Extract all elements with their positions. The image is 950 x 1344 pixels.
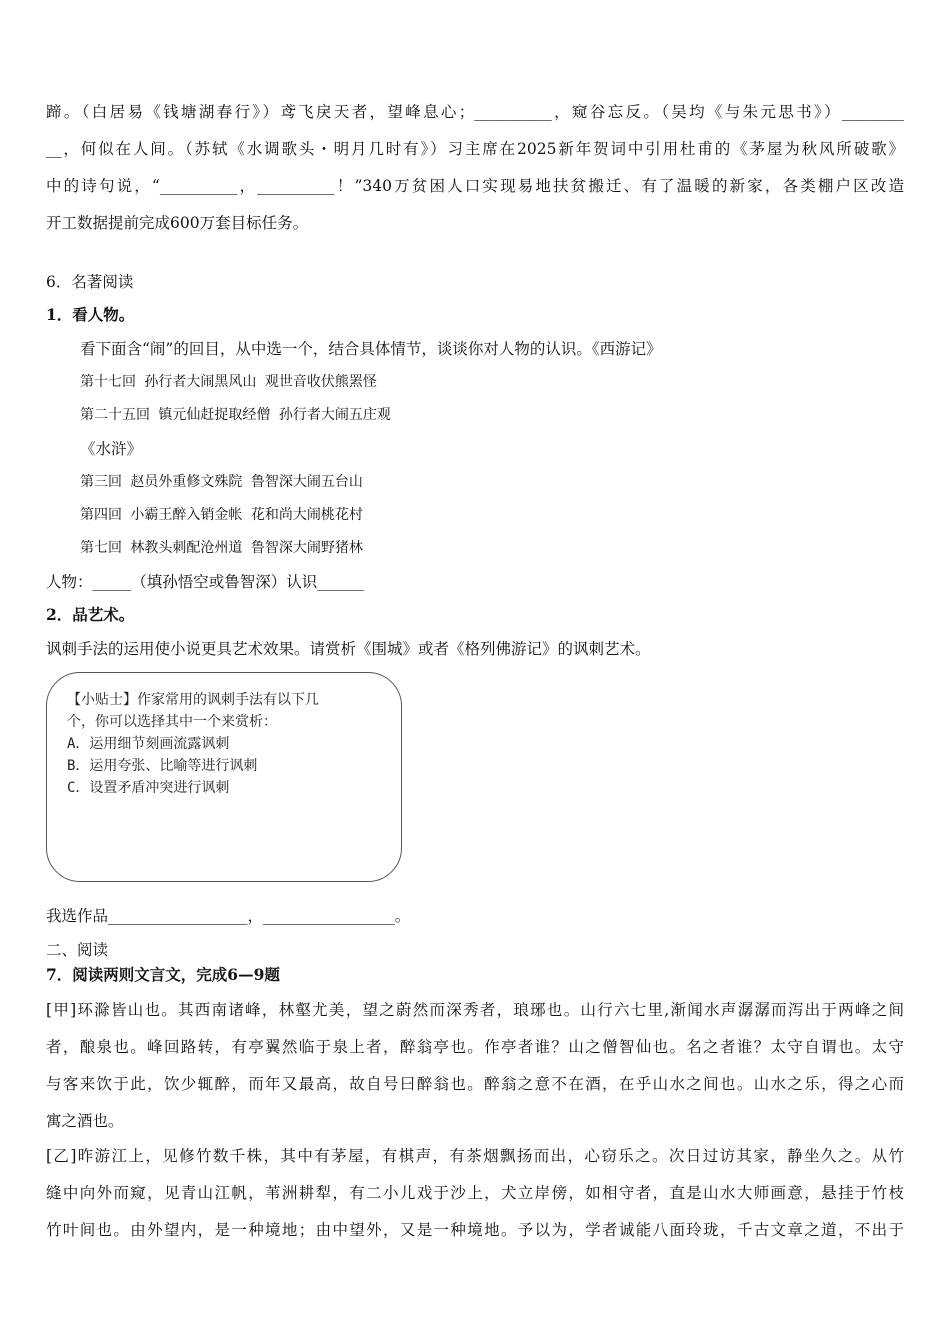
person-blank: 人物：_____（填孙悟空或鲁智深）认识______ bbox=[46, 573, 364, 591]
xyj-chapter-17: 第十七回 孙行者大闹黑风山 观世音收伏熊罴怪 bbox=[80, 374, 377, 390]
section2-title: 二、阅读 bbox=[46, 941, 109, 959]
jia-line-1: [甲]环滁皆山也。其西南诸峰，林壑尤美，望之蔚然而深秀者，琅琊也。山行六七里,渐闻水声潺潺而泻出于两峰之间 bbox=[46, 1001, 904, 1019]
shz-title: 《水浒》 bbox=[80, 440, 143, 458]
tips-option-a: A．运用细节刻画流露讽刺 bbox=[67, 736, 230, 752]
poetry-line-1: 蹄。（白居易《钱塘湖春行》）鸢飞戾天者，望峰息心；__________，窥谷忘反。（吴均《与朱元思书》）________ bbox=[46, 103, 904, 121]
yi-line-3: 竹叶间也。由外望内，是一种境地；由中望外，又是一种境地。予以为，学者诚能八面玲珑，千古文章之道，不出于 bbox=[46, 1221, 904, 1239]
shz-chapter-7: 第七回 林教头刺配沧州道 鲁智深大闹野猪林 bbox=[80, 540, 363, 556]
tips-line-1: 【小贴士】作家常用的讽刺手法有以下几 bbox=[67, 692, 319, 708]
q6-title: 6．名著阅读 bbox=[46, 273, 134, 291]
xyj-chapter-25: 第二十五回 镇元仙赶捉取经僧 孙行者大闹五庄观 bbox=[80, 407, 391, 423]
choose-work: 我选作品__________________，_________________。 bbox=[46, 907, 411, 925]
jia-line-4: 寓之酒也。 bbox=[46, 1112, 124, 1130]
q6-sub2: 2．品艺术。 bbox=[46, 605, 135, 624]
tips-line-2: 个，你可以选择其中一个来赏析： bbox=[67, 714, 277, 730]
tips-box bbox=[46, 672, 402, 882]
poetry-line-2: __，何似在人间。（苏轼《水调歌头・明月几时有》）习主席在2025新年贺词中引用杜甫的《茅屋为秋风所破歌》 bbox=[46, 140, 904, 158]
shz-chapter-4: 第四回 小霸王醉入销金帐 花和尚大闹桃花村 bbox=[80, 507, 363, 523]
tips-option-c: C．设置矛盾冲突进行讽刺 bbox=[67, 780, 230, 796]
poetry-line-4: 开工数据提前完成600万套目标任务。 bbox=[46, 214, 309, 232]
yi-line-1: [乙]昨游江上，见修竹数千株，其中有茅屋，有棋声，有茶烟飘扬而出，心窃乐之。次日过访其家，静坐久之。从竹 bbox=[46, 1147, 904, 1165]
shz-chapter-3: 第三回 赵员外重修文殊院 鲁智深大闹五台山 bbox=[80, 474, 363, 490]
jia-line-2: 者，酿泉也。峰回路转，有亭翼然临于泉上者，醉翁亭也。作亭者谁？山之僧智仙也。名之者谁？太守自谓也。太守 bbox=[46, 1038, 904, 1056]
q6-intro: 看下面含“闹”的回目，从中选一个，结合具体情节，谈谈你对人物的认识。《西游记》 bbox=[80, 340, 662, 358]
q6-sub1: 1．看人物。 bbox=[46, 305, 135, 324]
jia-line-3: 与客来饮于此，饮少辄醉，而年又最高，故自号曰醉翁也。醉翁之意不在酒，在乎山水之间也。山水之乐，得之心而 bbox=[46, 1075, 904, 1093]
tips-option-b: B．运用夸张、比喻等进行讽刺 bbox=[67, 758, 258, 774]
art-question: 讽刺手法的运用使小说更具艺术效果。请赏析《围城》或者《格列佛游记》的讽刺艺术。 bbox=[46, 640, 651, 658]
q7-title: 7．阅读两则文言文，完成6—9题 bbox=[46, 965, 280, 984]
yi-line-2: 缝中向外而窥，见青山江帆，苇洲耕犁，有二小儿戏于沙上，犬立岸傍，如相守者，直是山水大师画意，悬挂于竹枝 bbox=[46, 1184, 904, 1202]
poetry-line-3: 中的诗句说，“__________，__________！”340万贫困人口实现易地扶贫搬迁、有了温暖的新家，各类棚户区改造 bbox=[46, 177, 904, 195]
